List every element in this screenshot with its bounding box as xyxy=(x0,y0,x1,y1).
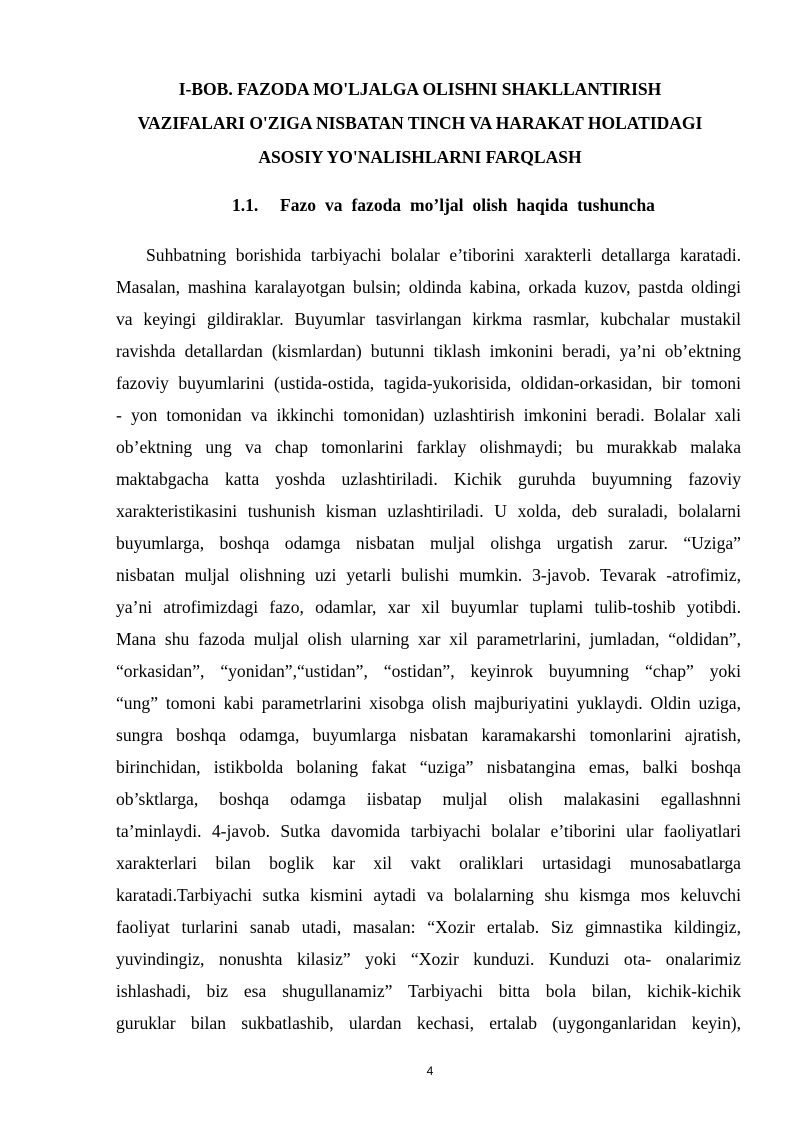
chapter-title xyxy=(100,72,740,174)
text-line: karatadi.Tarbiyachi sutka kismini aytadi va bolalarning shu kismga mos keluvchi xyxy=(116,885,741,905)
text-line: “orkasidan”, “yonidan”,“ustidan”, “ostidan”, keyinrok buyumning “chap” yoki xyxy=(116,661,741,681)
chapter-title-line: I-BOB. FAZODA MO'LJALGA OLISHNI SHAKLLANTIRISH xyxy=(178,79,662,99)
section-title-word: va xyxy=(324,195,343,215)
text-line: yuvindingiz, nonushta kilasiz” yoki “Xozir kunduzi. Kunduzi ota- onalarimiz xyxy=(116,949,741,969)
text-line: maktabgacha katta yoshda uzlashtiriladi. Kichik guruhda buyumning fazoviy xyxy=(116,469,741,489)
section-heading xyxy=(232,192,664,218)
text-line: xarakterlari bilan boglik kar xil vakt oraliklari urtasidagi munosabatlarga xyxy=(116,853,741,873)
text-line: ishlashadi, biz esa shugullanamiz” Tarbiyachi bitta bola bilan, kichik-kichik xyxy=(116,981,741,1001)
section-title-word: fazoda xyxy=(351,195,402,215)
section-title-word: tushuncha xyxy=(577,195,655,215)
chapter-title-line: VAZIFALARI O'ZIGA NISBATAN TINCH VA HARAKAT HOLATIDAGI xyxy=(137,113,703,133)
section-title-word: Fazo xyxy=(280,195,316,215)
section-number: 1.1. xyxy=(232,195,259,215)
text-line: guruklar bilan sukbatlashib, ulardan kechasi, ertalab (uygonganlaridan keyin), xyxy=(116,1013,741,1033)
text-line: ob’ektning ung va chap tomonlarini farklay olishmaydi; bu murakkab malaka xyxy=(116,437,741,457)
text-line: buyumlarga, boshqa odamga nisbatan muljal olishga urgatish zarur. “Uziga” xyxy=(116,533,741,553)
chapter-title-line: ASOSIY YO'NALISHLARNI FARQLASH xyxy=(258,147,582,167)
text-line: ob’sktlarga, boshqa odamga iisbatap muljal olish malakasini egallashnni xyxy=(116,789,741,809)
text-line: - yon tomonidan va ikkinchi tomonidan) uzlashtirish imkonini beradi. Bolalar xali xyxy=(116,405,741,425)
section-title-word: olish xyxy=(472,195,508,215)
text-line: faoliyat turlarini sanab utadi, masalan: “Xozir ertalab. Siz gimnastika kildingiz, xyxy=(116,917,741,937)
section-title-word: mo’ljal xyxy=(410,195,464,215)
text-line: ya’ni atrofimizdagi fazo, odamlar, xar xil buyumlar tuplami tulib-toshib yotibdi. xyxy=(116,597,741,617)
text-line: birinchidan, istikbolda bolaning fakat “uziga” nisbatangina emas, balki boshqa xyxy=(116,757,741,777)
text-line: Suhbatning borishida tarbiyachi bolalar e’tiborini xarakterli detallarga karatadi. xyxy=(146,245,741,265)
text-line: va keyingi gildiraklar. Buyumlar tasvirlangan kirkma rasmlar, kubchalar mustakil xyxy=(116,309,741,329)
body-paragraph xyxy=(116,239,741,1039)
text-line: xarakteristikasini tushunish kisman uzlashtiriladi. U xolda, deb suraladi, bolalarni xyxy=(116,501,741,521)
text-line: sungra boshqa odamga, buyumlarga nisbatan karamakarshi tomonlarini ajratish, xyxy=(116,725,741,745)
section-title-word: haqida xyxy=(516,195,569,215)
text-line: Masalan, mashina karalayotgan bulsin; oldinda kabina, orkada kuzov, pastda oldingi xyxy=(116,277,741,297)
text-line: “ung” tomoni kabi parametrlarini xisobga olish majburiyatini yuklaydi. Oldin uziga, xyxy=(116,693,741,713)
text-line: nisbatan muljal olishning uzi yetarli bulishi mumkin. 3-javob. Tevarak -atrofimiz, xyxy=(116,565,741,585)
text-line: ravishda detallardan (kismlardan) butunni tiklash imkonini beradi, ya’ni ob’ektning xyxy=(116,341,741,361)
text-line: ta’minlaydi. 4-javob. Sutka davomida tarbiyachi bolalar e’tiborini ular faoliyatlari xyxy=(116,821,741,841)
text-line: fazoviy buyumlarini (ustida-ostida, tagida-yukorisida, oldidan-orkasidan, bir tomoni xyxy=(116,373,741,393)
page-number: 4 xyxy=(426,1064,434,1078)
text-line: Mana shu fazoda muljal olish ularning xar xil parametrlarini, jumladan, “oldidan”, xyxy=(116,629,741,649)
